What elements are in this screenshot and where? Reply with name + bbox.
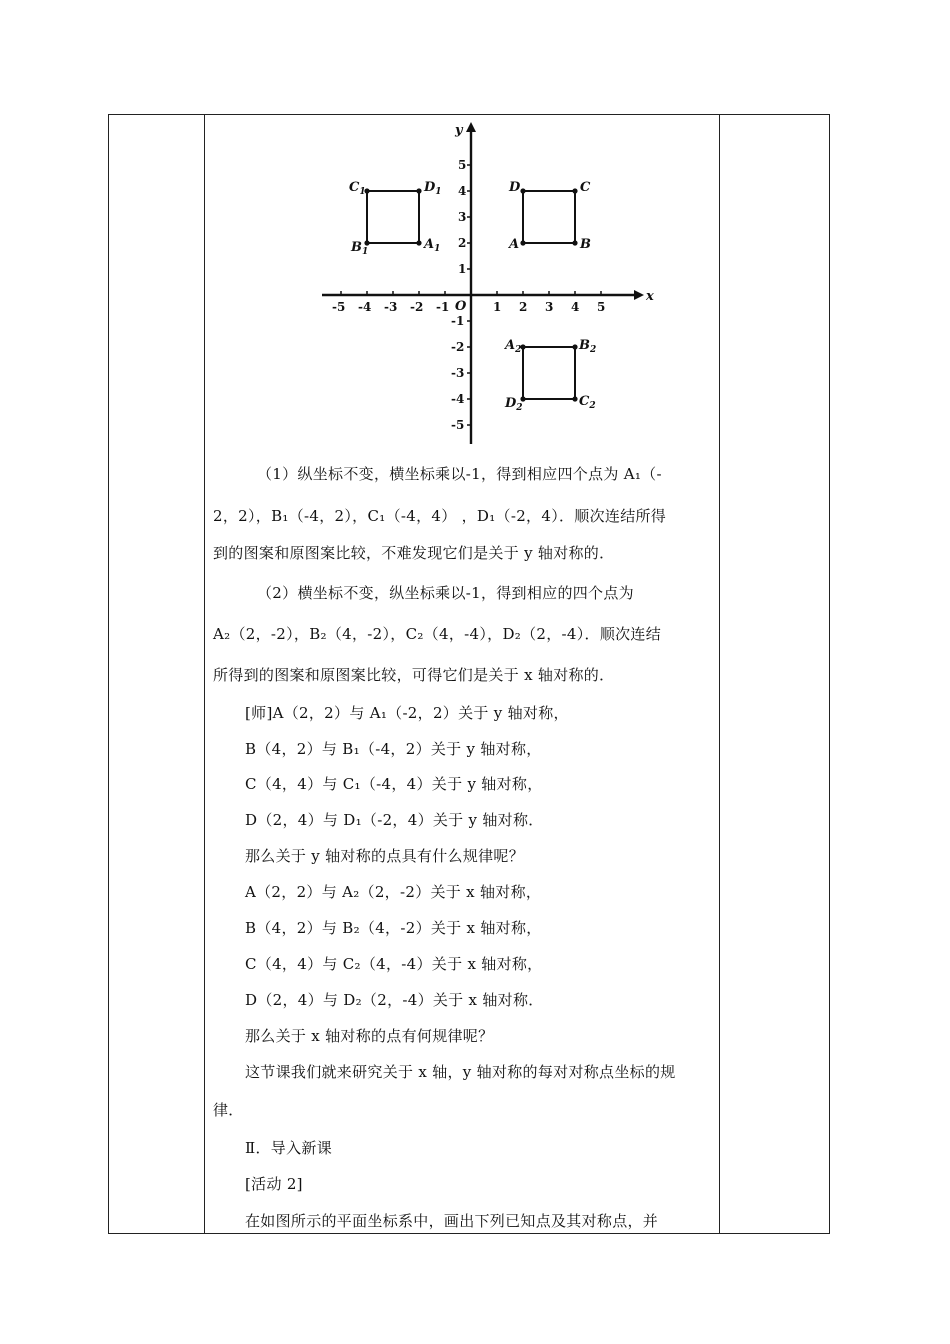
text-line: 那么关于 x 轴对称的点有何规律呢？ — [245, 1027, 494, 1045]
text-line: 所得到的图案和原图案比较，可得它们是关于 x 轴对称的． — [213, 666, 615, 684]
y-axis-arrow — [466, 122, 476, 132]
text-line: 律． — [213, 1101, 244, 1119]
y-tick-label: 4 — [458, 184, 467, 198]
text-line: 在如图所示的平面坐标系中，画出下列已知点及其对称点，并 — [245, 1212, 659, 1230]
column-divider-left — [204, 115, 205, 1233]
square-original — [523, 191, 575, 243]
point-C2 — [572, 396, 577, 401]
text-line: D（2，4）与 D₁（-2，4）关于 y 轴对称． — [245, 811, 544, 829]
point-A — [520, 240, 525, 245]
point-label-A: A — [509, 237, 520, 252]
text-line: C（4，4）与 C₁（-4，4）关于 y 轴对称， — [245, 775, 543, 793]
point-C — [572, 188, 577, 193]
y-tick-label: 2 — [458, 236, 467, 250]
point-B1 — [364, 240, 369, 245]
y-axis-label: y — [455, 123, 463, 138]
x-tick-label: 1 — [493, 300, 502, 314]
point-label-C: C — [580, 180, 591, 195]
y-tick-label: 1 — [458, 262, 467, 276]
point-label-B: B — [580, 237, 591, 252]
coordinate-figure — [300, 118, 660, 452]
square-reflect-y — [367, 191, 419, 243]
text-line: 这节课我们就来研究关于 x 轴，y 轴对称的每对对称点坐标的规 — [245, 1063, 676, 1081]
text-line: B（4，2）与 B₂（4，-2）关于 x 轴对称， — [245, 919, 542, 937]
x-tick-label: -2 — [410, 300, 424, 314]
text-line: 到的图案和原图案比较，不难发现它们是关于 y 轴对称的． — [213, 544, 615, 562]
square-reflect-x — [523, 347, 575, 399]
x-tick-label: 5 — [597, 300, 606, 314]
text-line: B（4，2）与 B₁（-4，2）关于 y 轴对称， — [245, 740, 542, 758]
x-tick-label: 3 — [545, 300, 554, 314]
point-A1 — [416, 240, 421, 245]
y-tick-label: -3 — [451, 366, 465, 380]
y-tick-label: -4 — [451, 392, 465, 406]
point-label-C1: $C_1$ — [349, 180, 366, 197]
y-tick-label: 5 — [458, 158, 467, 172]
point-label-D: D — [509, 180, 521, 195]
origin-label: O — [455, 299, 467, 314]
x-tick-label: -4 — [358, 300, 372, 314]
text-line: A（2，2）与 A₂（2，-2）关于 x 轴对称， — [245, 883, 542, 901]
x-tick-label: -5 — [332, 300, 346, 314]
text-line: （1）纵坐标不变，横坐标乘以-1，得到相应四个点为 A₁（- — [257, 465, 662, 483]
x-tick-label: 2 — [519, 300, 528, 314]
point-D2 — [520, 396, 525, 401]
point-label-D2: $D_2$ — [505, 396, 523, 413]
text-line: C（4，4）与 C₂（4，-4）关于 x 轴对称， — [245, 955, 543, 973]
text-line: D（2，4）与 D₂（2，-4）关于 x 轴对称． — [245, 991, 544, 1009]
point-D — [520, 188, 525, 193]
text-line: 那么关于 y 轴对称的点具有什么规律呢？ — [245, 847, 525, 865]
x-axis-arrow — [634, 290, 644, 300]
point-label-B2: $B_2$ — [579, 338, 597, 355]
point-B — [572, 240, 577, 245]
text-line: [活动 2] — [245, 1175, 303, 1193]
y-tick-label: -2 — [451, 340, 465, 354]
text-line: [师]A（2，2）与 A₁（-2，2）关于 y 轴对称， — [245, 704, 569, 722]
point-label-C2: $C_2$ — [579, 394, 596, 411]
y-tick-label: 3 — [458, 210, 467, 224]
point-label-D1: $D_1$ — [424, 180, 442, 197]
x-tick-label: 4 — [571, 300, 580, 314]
point-B2 — [572, 344, 577, 349]
y-tick-label: -5 — [451, 418, 465, 432]
y-tick-label: -1 — [451, 314, 465, 328]
text-line: A₂（2，-2），B₂（4，-2），C₂（4，-4），D₂（2，-4）．顺次连结 — [213, 625, 662, 643]
point-label-A2: $A_2$ — [505, 338, 522, 355]
text-line: Ⅱ．导入新课 — [245, 1139, 332, 1157]
point-label-A1: $A_1$ — [424, 237, 441, 254]
point-label-B1: $B_1$ — [351, 240, 369, 257]
text-line: （2）横坐标不变，纵坐标乘以-1，得到相应的四个点为 — [257, 584, 634, 602]
point-D1 — [416, 188, 421, 193]
x-tick-label: -3 — [384, 300, 398, 314]
x-tick-label: -1 — [436, 300, 450, 314]
column-divider-right — [719, 115, 720, 1233]
text-line: 2，2），B₁（-4，2），C₁（-4，4） ，D₁（-2，4）．顺次连结所得 — [213, 507, 667, 525]
x-axis-label: x — [646, 289, 654, 304]
